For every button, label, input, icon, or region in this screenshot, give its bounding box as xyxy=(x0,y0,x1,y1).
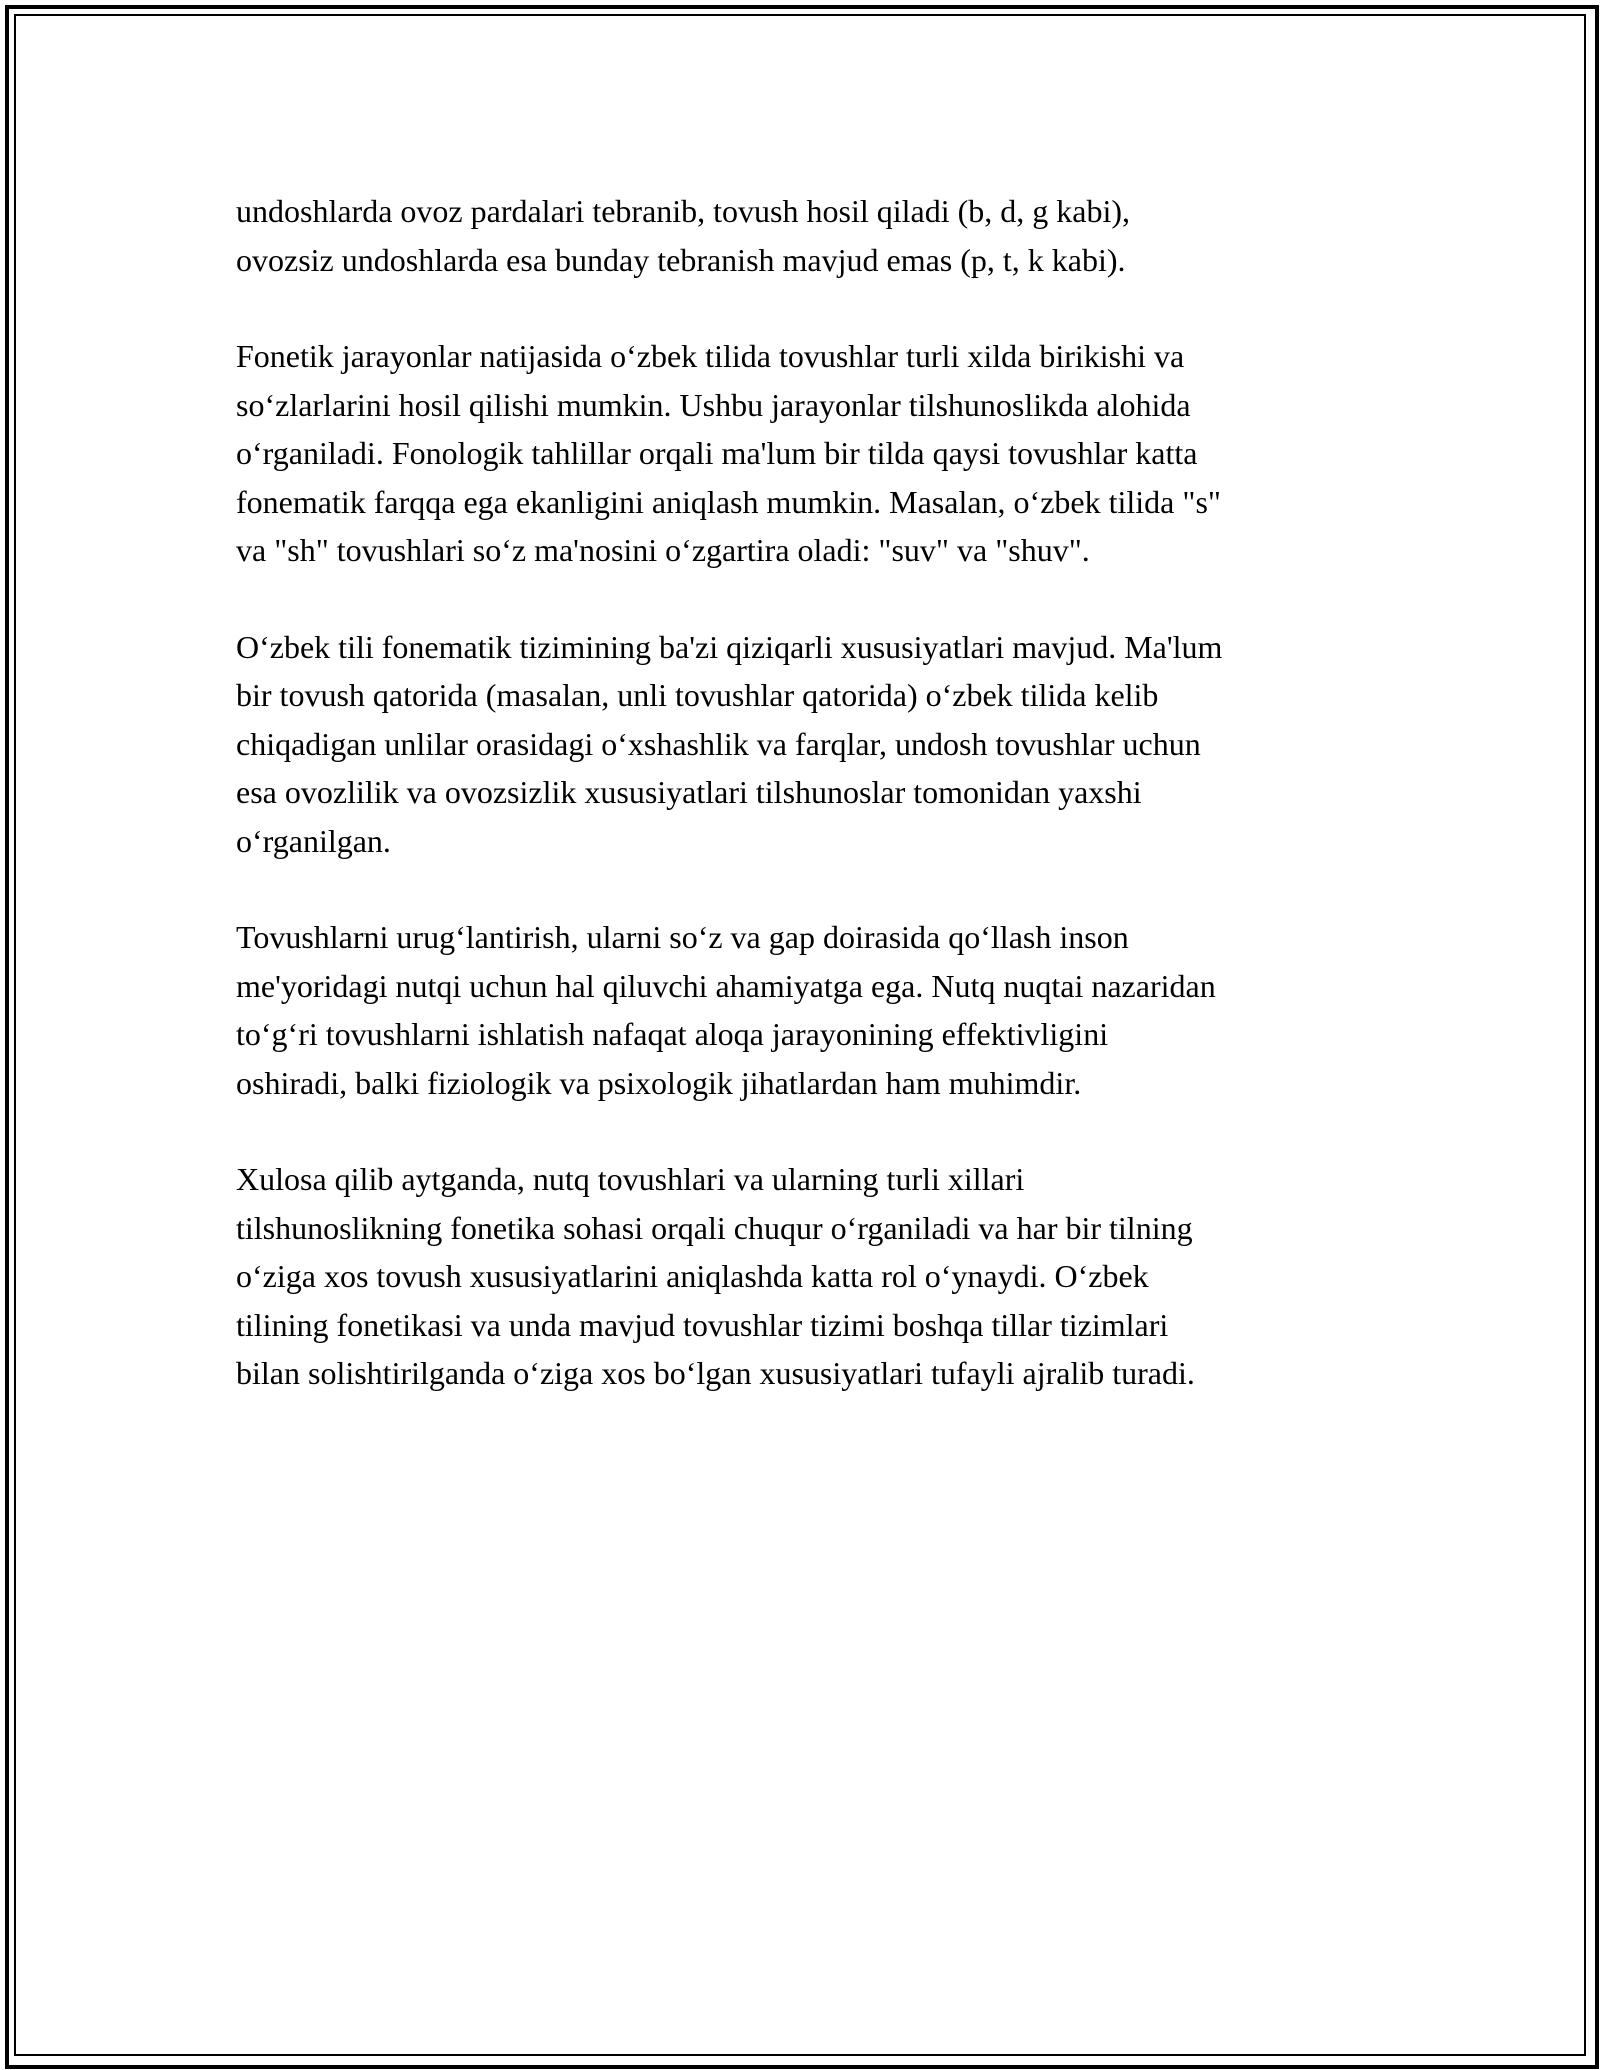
paragraph-2: Fonetik jarayonlar natijasida o‘zbek tilida tovushlar turli xilda birikishi va so‘zlarlarini hosil qilishi mumkin. Ushbu jarayonlar tilshunoslikda alohida o‘rganiladi. Fonologik tahlillar orqali ma'lum bir tilda qaysi tovushlar katta fonematik farqqa ega ekanligini aniqlash mumkin. Masalan, o‘zbek tilida "s" va "sh" tovushlari so‘z ma'nosini o‘zgartira oladi: "suv" va "shuv". xyxy=(236,338,1221,568)
paragraph-3: O‘zbek tili fonematik tizimining ba'zi qiziqarli xususiyatlari mavjud. Ma'lum bir tovush qatorida (masalan, unli tovushlar qatorida) o‘zbek tilida kelib chiqadigan unlilar orasidagi o‘xshashlik va farqlar, undosh tovushlar uchun esa ovozlilik va ovozsizlik xususiyatlari tilshunoslar tomonidan yaxshi o‘rganilgan. xyxy=(236,628,1223,859)
paragraph-5: Xulosa qilib aytganda, nutq tovushlari va ularning turli xillari tilshunoslikning fonetika sohasi orqali chuqur o‘rganiladi va har bir tilning o‘ziga xos tovush xususiyatlarini aniqlashda katta rol o‘ynaydi. O‘zbek tilining fonetikasi va unda mavjud tovushlar tizimi boshqa tillar tizimlari bilan solishtirilganda o‘ziga xos bo‘lgan xususiyatlari tufayli ajralib turadi. xyxy=(236,1161,1195,1391)
paragraph-1: undoshlarda ovoz pardalari tebranib, tovush hosil qiladi (b, d, g kabi), ovozsiz undoshlarda esa bunday tebranish mavjud emas (p, t, k kabi). xyxy=(236,193,1131,278)
document-body xyxy=(236,187,1386,1446)
paragraph-4: Tovushlarni urug‘lantirish, ularni so‘z va gap doirasida qo‘llash inson me'yoridagi nutqi uchun hal qiluvchi ahamiyatga ega. Nutq nuqtai nazaridan to‘g‘ri tovushlarni ishlatish nafaqat aloqa jarayonining effektivligini oshiradi, balki fiziologik va psixologik jihatlardan ham muhimdir. xyxy=(236,919,1216,1101)
